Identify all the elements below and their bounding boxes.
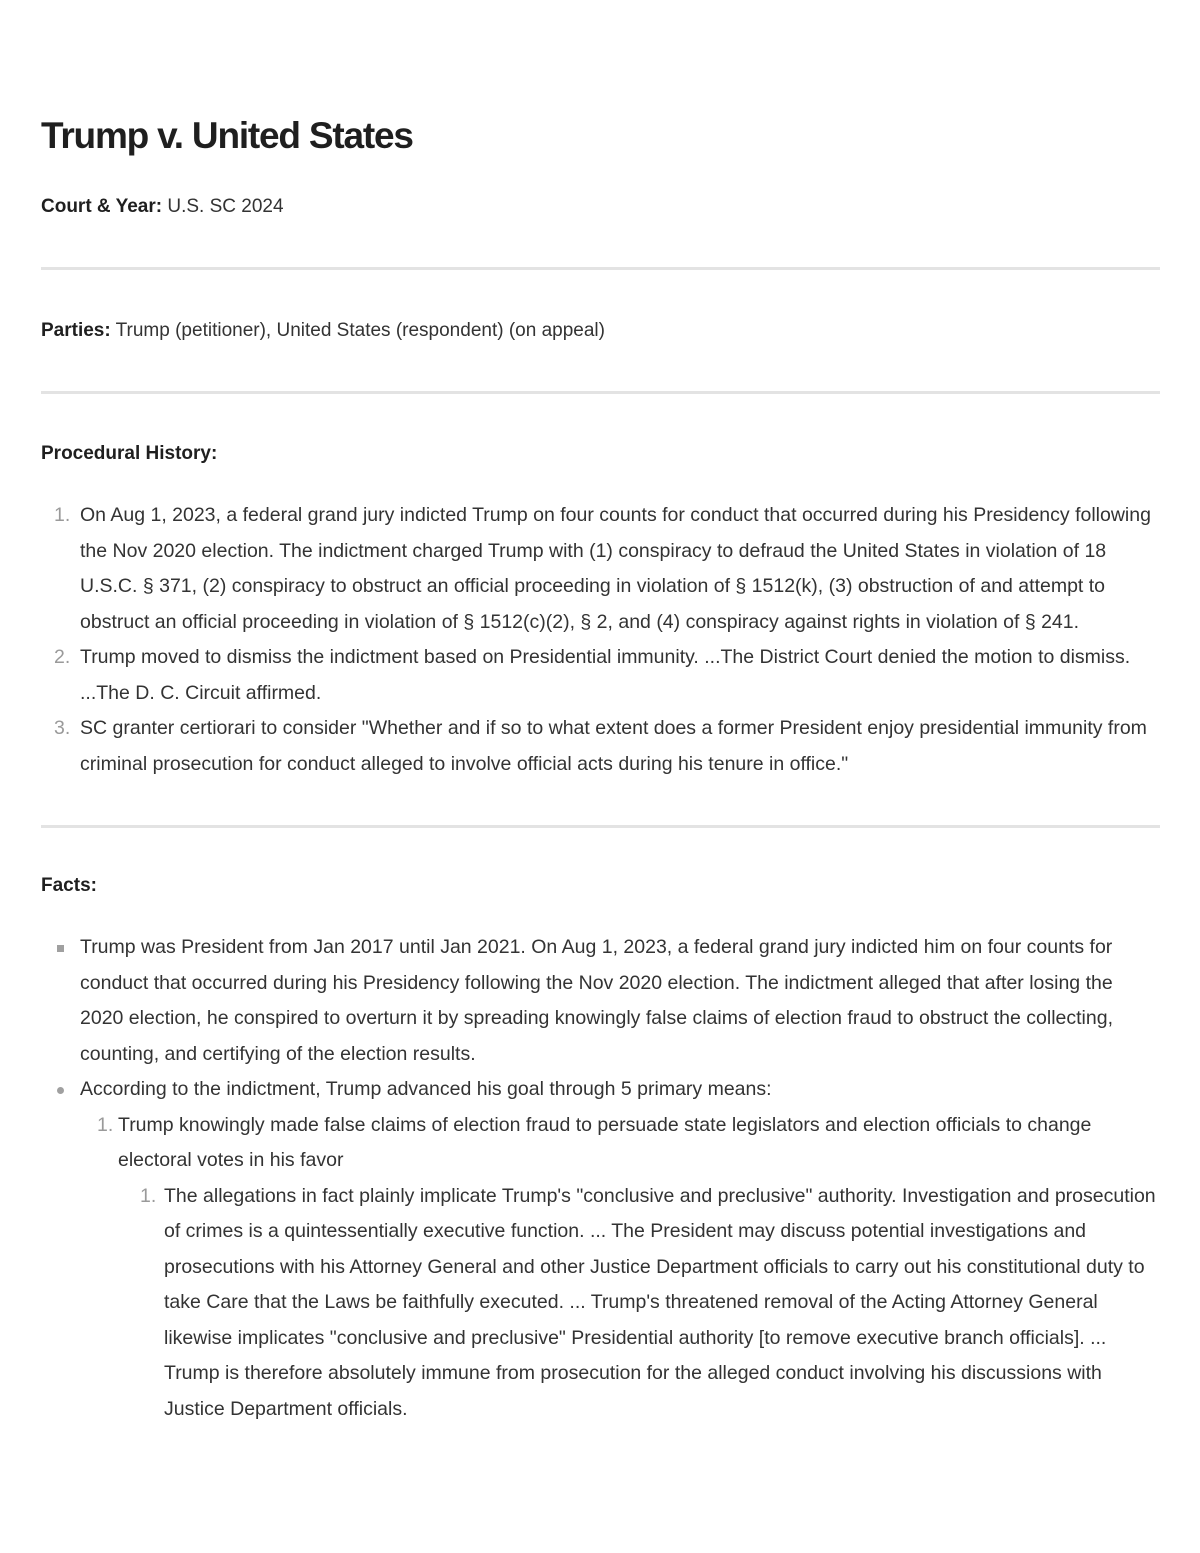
procedural-history-list	[41, 498, 1160, 782]
list-item-text: The allegations in fact plainly implicate Trump's "conclusive and preclusive" authority. Investigation and prosecution of crimes is a quintessentially executive function. ... The President may discuss potential investigations and prosecutions with his Attorney General and other Justice Department officials to carry out his constitutional duty to take Care that the Laws be faithfully executed. ... Trump's threatened removal of the Acting Attorney General likewise implicates "conclusive and preclusive" Presidential authority [to remove executive branch officials]. ... Trump is therefore absolutely immune from prosecution for the alleged conduct involving his discussions with Justice Department officials.	[164, 1184, 1156, 1420]
square-bullet-icon	[57, 945, 64, 952]
list-item-text: Trump was President from Jan 2017 until Jan 2021. On Aug 1, 2023, a federal grand jury indicted him on four counts for conduct that occurred during his Presidency following the Nov 2020 election. The indictment alleged that after losing the 2020 election, he conspired to overturn it by spreading knowingly false claims of election fraud to obstruct the collecting, counting, and certifying of the election results.	[80, 936, 1113, 1065]
list-number: 1.	[140, 1184, 157, 1207]
list-item	[41, 640, 1160, 711]
bullet-icon	[57, 1087, 64, 1094]
section-divider	[41, 267, 1160, 270]
list-number: 1.	[97, 1113, 114, 1136]
list-item-text: Trump moved to dismiss the indictment based on Presidential immunity. ...The District Court denied the motion to dismiss. ...The D. C. Circuit affirmed.	[80, 646, 1131, 704]
court-year-value: U.S. SC 2024	[162, 196, 284, 217]
parties-label: Parties:	[41, 320, 111, 341]
section-divider	[41, 391, 1160, 394]
list-number: 1.	[54, 504, 71, 526]
section-divider	[41, 825, 1160, 828]
facts-heading: Facts:	[41, 875, 97, 896]
list-item	[41, 1072, 1160, 1427]
procedural-history-heading: Procedural History:	[41, 443, 218, 464]
list-item	[118, 1179, 1160, 1428]
parties-line	[41, 318, 1160, 344]
list-item-text: On Aug 1, 2023, a federal grand jury indicted Trump on four counts for conduct that occurred during his Presidency following the Nov 2020 election. The indictment charged Trump with (1) conspiracy to defraud the United States in violation of 18 U.S.C. § 371, (2) conspiracy to obstruct an official proceeding in violation of § 1512(k), (3) obstruction of and attempt to obstruct an official proceeding in violation of § 1512(c)(2), § 2, and (4) conspiracy against rights in violation of § 241.	[80, 504, 1151, 633]
page-title: Trump v. United States	[41, 115, 413, 156]
facts-sub-list	[80, 1108, 1160, 1428]
list-item	[80, 1108, 1160, 1428]
list-number: 3.	[54, 717, 71, 739]
facts-sub-sub-list	[118, 1179, 1160, 1428]
list-item	[41, 930, 1160, 1072]
list-number: 2.	[54, 646, 71, 668]
facts-list	[41, 930, 1160, 1427]
list-item-text: According to the indictment, Trump advanced his goal through 5 primary means:	[80, 1078, 772, 1100]
list-item-text: Trump knowingly made false claims of election fraud to persuade state legislators and election officials to change electoral votes in his favor	[118, 1113, 1092, 1171]
list-item-text: SC granter certiorari to consider "Whether and if so to what extent does a former President enjoy presidential immunity from criminal prosecution for conduct alleged to involve official acts during his tenure in office."	[80, 717, 1147, 775]
list-item	[41, 498, 1160, 640]
court-year-line	[41, 194, 1160, 220]
court-year-label: Court & Year:	[41, 196, 163, 217]
parties-value: Trump (petitioner), United States (respondent) (on appeal)	[110, 320, 605, 341]
list-item	[41, 711, 1160, 782]
